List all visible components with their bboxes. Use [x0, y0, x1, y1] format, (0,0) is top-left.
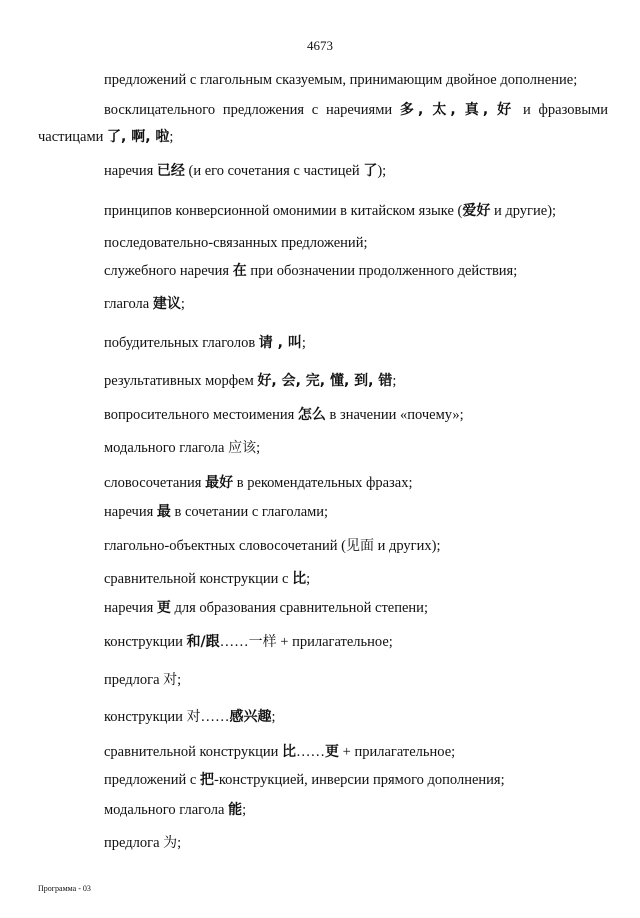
line-21-chinese-2: 更: [325, 744, 340, 760]
line-14-text-b: в сочетании с глаголами;: [174, 504, 329, 520]
line-13-text-a: словосочетания: [104, 475, 202, 491]
line-2-text-a: восклицательного предложения с наречиями: [104, 102, 393, 118]
text-line-2: [104, 101, 608, 119]
line-19-chinese: 对: [163, 672, 178, 688]
line-5-chinese: 爱好: [462, 203, 491, 219]
line-14-text-a: наречия: [104, 504, 154, 520]
text-line-9: [104, 334, 306, 352]
line-5-text-a: принципов конверсионной омонимии в китайском языке (: [104, 203, 463, 219]
text-line-6: [104, 234, 367, 252]
line-8-chinese: 建议: [152, 296, 181, 312]
line-6-text: последовательно-связанных предложений;: [104, 235, 368, 251]
text-line-18: [104, 633, 393, 651]
line-22-text-a: предложений с: [104, 772, 197, 788]
line-8-text-a: глагола: [104, 296, 150, 312]
line-18-text-a: конструкции: [104, 634, 183, 650]
text-line-20: [104, 708, 276, 726]
line-23-text-b: ;: [242, 802, 247, 818]
line-21-text-a: сравнительной конструкции: [104, 744, 279, 760]
text-line-15: [104, 537, 441, 555]
text-line-12: [104, 439, 260, 457]
line-11-text-b: в значении «почему»;: [329, 407, 464, 423]
line-10-text-b: ;: [392, 373, 397, 389]
line-24-text-a: предлога: [104, 835, 160, 851]
line-12-chinese: 应该: [228, 440, 257, 456]
line-17-text-a: наречия: [104, 600, 154, 616]
text-line-24: [104, 834, 181, 852]
text-line-1: [104, 71, 577, 89]
line-9-text-a: побудительных глаголов: [104, 335, 256, 351]
line-12-text-b: ;: [256, 440, 261, 456]
line-4-text-a: наречия: [104, 163, 154, 179]
line-19-text-a: предлога: [104, 672, 160, 688]
text-line-23: [104, 801, 246, 819]
text-line-16: [104, 570, 310, 588]
line-2-chinese: 多, 太, 真, 好: [399, 102, 516, 118]
line-5-text-b: и другие);: [493, 203, 557, 219]
line-7-chinese: 在: [232, 263, 247, 279]
text-line-17: [104, 599, 428, 617]
text-line-19: [104, 671, 181, 689]
line-7-text-a: служебного наречия: [104, 263, 230, 279]
line-4-text-b: (и его сочетания с частицей: [188, 163, 360, 179]
line-4-chinese-2: 了: [363, 163, 378, 179]
page-number: 4673: [307, 38, 333, 53]
text-line-13: [104, 474, 413, 492]
line-9-chinese: 请 , 叫: [258, 335, 302, 351]
line-9-text-b: ;: [301, 335, 306, 351]
text-line-22: [104, 771, 505, 789]
line-13-chinese: 最好: [205, 475, 234, 491]
line-15-text-b: и других);: [377, 538, 441, 554]
line-22-text-b: -конструкцией, инверсии прямого дополнения;: [214, 772, 505, 788]
line-3-chinese: 了, 啊, 啦: [107, 129, 170, 145]
line-17-text-b: для образования сравнительной степени;: [174, 600, 428, 616]
line-10-chinese: 好, 会, 完, 懂, 到, 错: [257, 373, 393, 389]
text-line-5: [104, 202, 556, 220]
line-3-text-b: ;: [169, 129, 174, 145]
line-21-ellipsis: ……: [296, 744, 326, 760]
line-18-ellipsis: ……: [219, 634, 249, 650]
line-20-chinese: 对: [186, 709, 201, 725]
line-23-chinese: 能: [228, 802, 243, 818]
line-16-text-a: сравнительной конструкции с: [104, 571, 289, 587]
text-line-8: [104, 295, 185, 313]
text-line-3: [38, 128, 173, 146]
line-14-chinese: 最: [156, 504, 171, 520]
line-19-text-b: ;: [177, 672, 182, 688]
line-18-text-c: + прилагательное;: [280, 634, 393, 650]
line-16-text-b: ;: [306, 571, 311, 587]
line-21-chinese: 比: [282, 744, 297, 760]
line-1-text: предложений с глагольным сказуемым, принимающим двойное дополнение;: [104, 72, 578, 88]
page-footer: Программа - 03: [38, 884, 91, 893]
line-20-chinese-2: 感兴趣: [229, 709, 272, 725]
text-line-11: [104, 406, 464, 424]
text-line-10: [104, 372, 396, 390]
line-10-text-a: результативных морфем: [104, 373, 254, 389]
line-18-chinese: 和/跟: [186, 634, 220, 650]
line-15-chinese: 见面: [345, 538, 374, 554]
line-13-text-b: в рекомендательных фразах;: [236, 475, 413, 491]
text-line-21: [104, 743, 455, 761]
line-12-text-a: модального глагола: [104, 440, 225, 456]
line-16-chinese: 比: [292, 571, 307, 587]
line-4-chinese: 已经: [156, 163, 185, 179]
line-11-text-a: вопросительного местоимения: [104, 407, 295, 423]
line-20-text-c: ;: [271, 709, 276, 725]
line-23-text-a: модального глагола: [104, 802, 225, 818]
line-22-chinese: 把: [200, 772, 214, 788]
line-20-text-a: конструкции: [104, 709, 183, 725]
line-7-text-b: при обозначении продолженного действия;: [250, 263, 518, 279]
line-20-ellipsis: ……: [200, 709, 230, 725]
line-21-text-c: + прилагательное;: [342, 744, 456, 760]
line-17-chinese: 更: [156, 600, 171, 616]
line-24-chinese: 为: [163, 835, 178, 851]
line-11-chinese: 怎么: [297, 407, 326, 423]
text-line-4: [104, 162, 386, 180]
line-18-chinese-2: 一样: [248, 634, 277, 650]
line-4-text-c: );: [377, 163, 387, 179]
line-2-text-b: и фразовыми: [523, 102, 609, 118]
line-15-text-a: глагольно-объектных словосочетаний (: [104, 538, 346, 554]
line-3-text-a: частицами: [38, 129, 104, 145]
text-line-14: [104, 503, 328, 521]
line-8-text-b: ;: [180, 296, 185, 312]
text-line-7: [104, 262, 517, 280]
line-24-text-b: ;: [177, 835, 182, 851]
